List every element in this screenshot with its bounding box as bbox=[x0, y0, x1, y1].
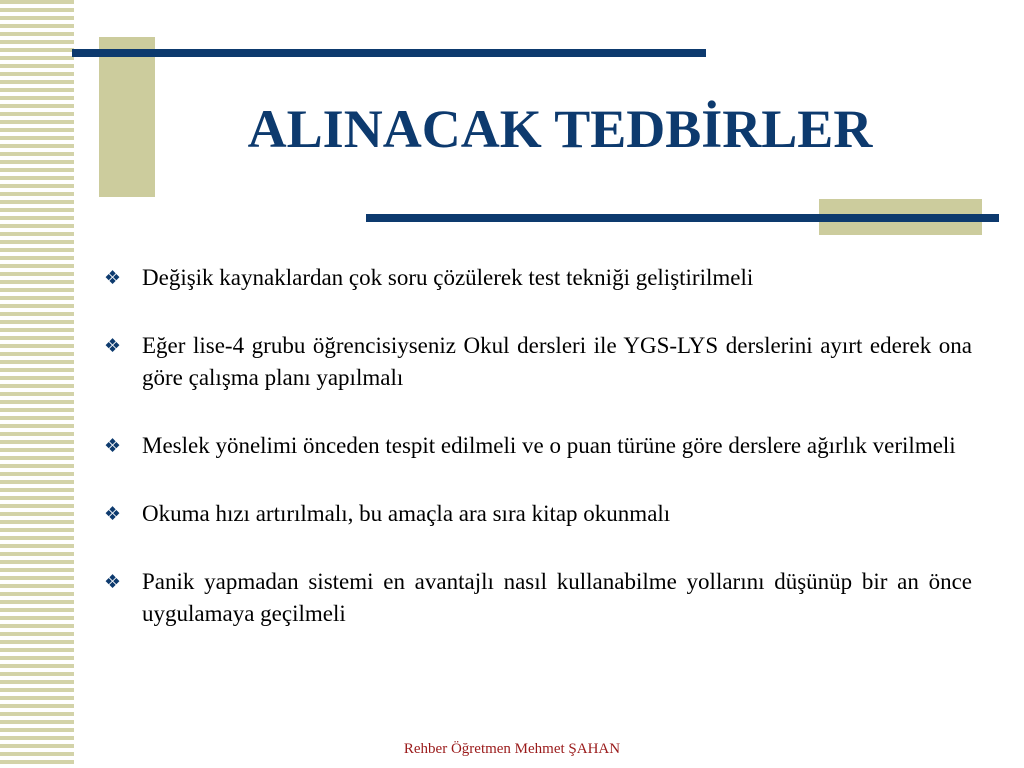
bullet-item bbox=[104, 262, 972, 294]
bullet-item bbox=[104, 566, 972, 630]
diamond-bullet-icon: ❖ bbox=[104, 435, 122, 457]
bullet-text: Eğer lise-4 grubu öğrencisiyseniz Okul dersleri ile YGS-LYS derslerini ayırt ederek ona göre çalışma planı yapılmalı bbox=[142, 333, 972, 390]
bullet-text: Okuma hızı artırılmalı, bu amaçla ara sıra kitap okunmalı bbox=[142, 501, 671, 526]
footer-author: Rehber Öğretmen Mehmet ŞAHAN bbox=[403, 741, 621, 757]
diamond-bullet-icon: ❖ bbox=[104, 571, 122, 593]
bullet-text: Panik yapmadan sistemi en avantajlı nasıl kullanabilme yollarını düşünüp bir an önce uygulamaya geçilmeli bbox=[142, 569, 972, 626]
bullet-item bbox=[104, 330, 972, 394]
bullet-text: Değişik kaynaklardan çok soru çözülerek test tekniği geliştirilmeli bbox=[142, 265, 754, 290]
bullet-item bbox=[104, 498, 972, 530]
diamond-bullet-icon: ❖ bbox=[104, 335, 122, 357]
top-accent-line bbox=[72, 49, 706, 57]
bottom-accent-line bbox=[366, 214, 999, 222]
diamond-bullet-icon: ❖ bbox=[104, 267, 122, 289]
bullet-item bbox=[104, 430, 972, 462]
slide-title: ALINACAK TEDBİRLER bbox=[247, 99, 873, 159]
bullet-list bbox=[104, 262, 972, 666]
top-accent-block bbox=[99, 37, 155, 197]
bullet-text: Meslek yönelimi önceden tespit edilmeli ve o puan türüne göre derslere ağırlık verilmeli bbox=[142, 433, 956, 458]
diamond-bullet-icon: ❖ bbox=[104, 503, 122, 525]
striped-side-decoration bbox=[0, 0, 74, 768]
